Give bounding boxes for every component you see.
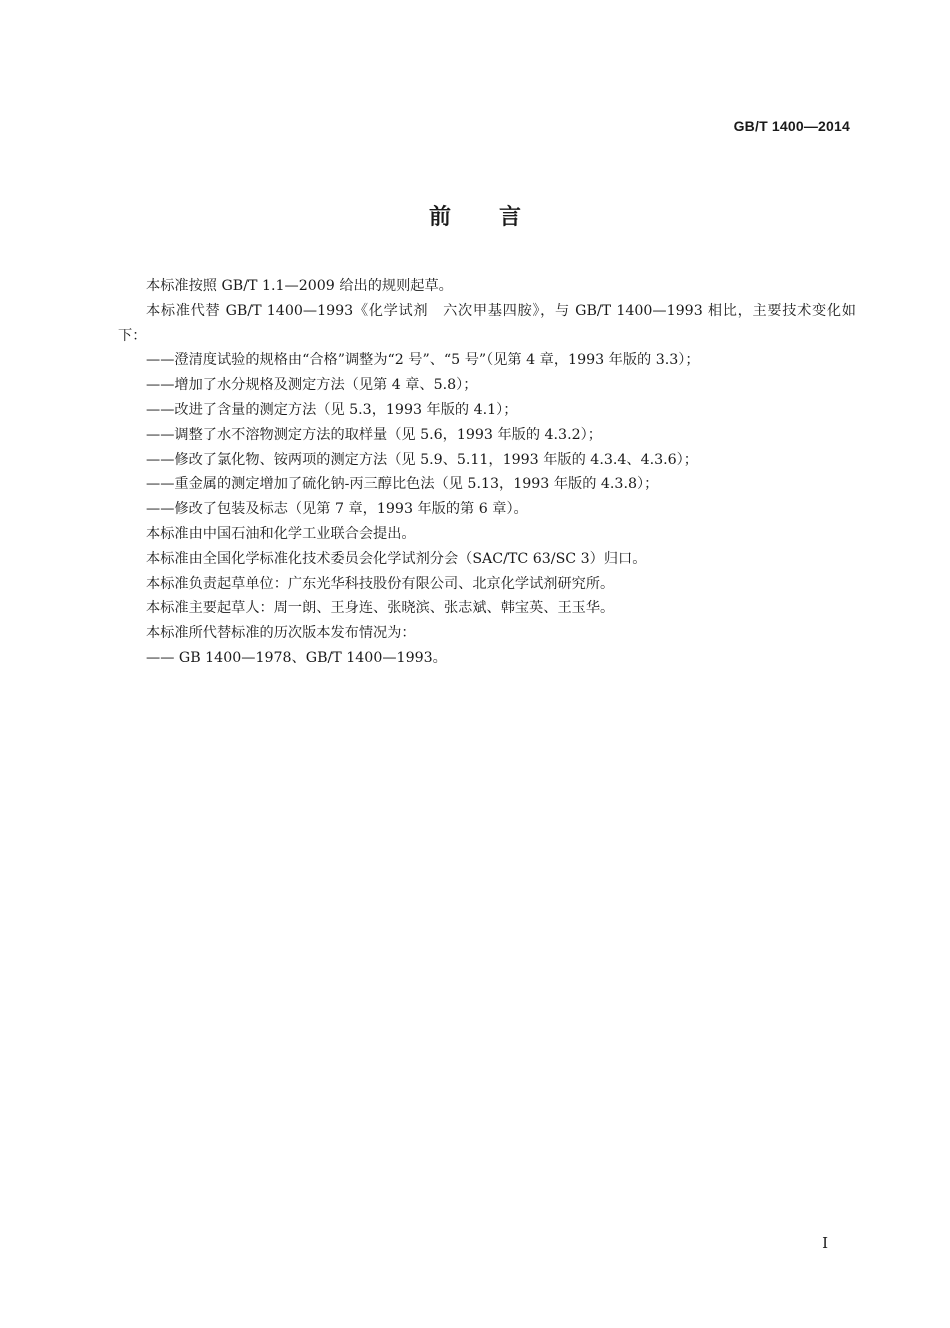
- list-item-clarity: ——澄清度试验的规格由“合格”调整为“2 号”、“5 号”（见第 4 章，1993 年版的 3.3）；: [146, 352, 700, 369]
- list-item-previous-versions: —— GB 1400—1978、GB/T 1400—1993。: [146, 649, 447, 666]
- paragraph-history: 本标准所代替标准的历次版本发布情况为：: [146, 625, 416, 642]
- paragraph-proposer: 本标准由中国石油和化学工业联合会提出。: [146, 525, 416, 542]
- page-title: 前言: [428, 205, 569, 230]
- list-item-moisture: ——增加了水分规格及测定方法（见第 4 章、5.8）；: [146, 377, 478, 394]
- list-item-chloride: ——修改了氯化物、铵两项的测定方法（见 5.9、5.11，1993 年版的 4.3.4、4.3.6）；: [146, 451, 698, 468]
- paragraph-drafting-rules: 本标准按照 GB/T 1.1—2009 给出的规则起草。: [146, 278, 453, 294]
- list-item-insoluble: ——调整了水不溶物测定方法的取样量（见 5.6，1993 年版的 4.3.2）；: [146, 426, 602, 443]
- standard-code: GB/T 1400—2014: [733, 118, 850, 134]
- paragraph-drafters: 本标准主要起草人：周一朗、王身连、张晓滨、张志斌、韩宝英、王玉华。: [146, 600, 615, 617]
- list-item-heavy-metal: ——重金属的测定增加了硫化钠-丙三醇比色法（见 5.13，1993 年版的 4.3.8）；: [146, 476, 659, 493]
- list-item-packaging: ——修改了包装及标志（见第 7 章，1993 年版的第 6 章）。: [146, 501, 528, 518]
- page-number: I: [822, 1234, 828, 1252]
- paragraph-drafting-units: 本标准负责起草单位：广东光华科技股份有限公司、北京化学试剂研究所。: [146, 575, 615, 592]
- paragraph-replacement: 本标准代替 GB/T 1400—1993《化学试剂 六次甲基四胺》，与 GB/T 1400—1993 相比，主要技术变化如下：: [118, 302, 856, 344]
- foreword-body: [118, 274, 856, 671]
- paragraph-committee: 本标准由全国化学标准化技术委员会化学试剂分会（SAC/TC 63/SC 3）归口。: [146, 550, 647, 567]
- list-item-content: ——改进了含量的测定方法（见 5.3，1993 年版的 4.1）；: [146, 401, 518, 418]
